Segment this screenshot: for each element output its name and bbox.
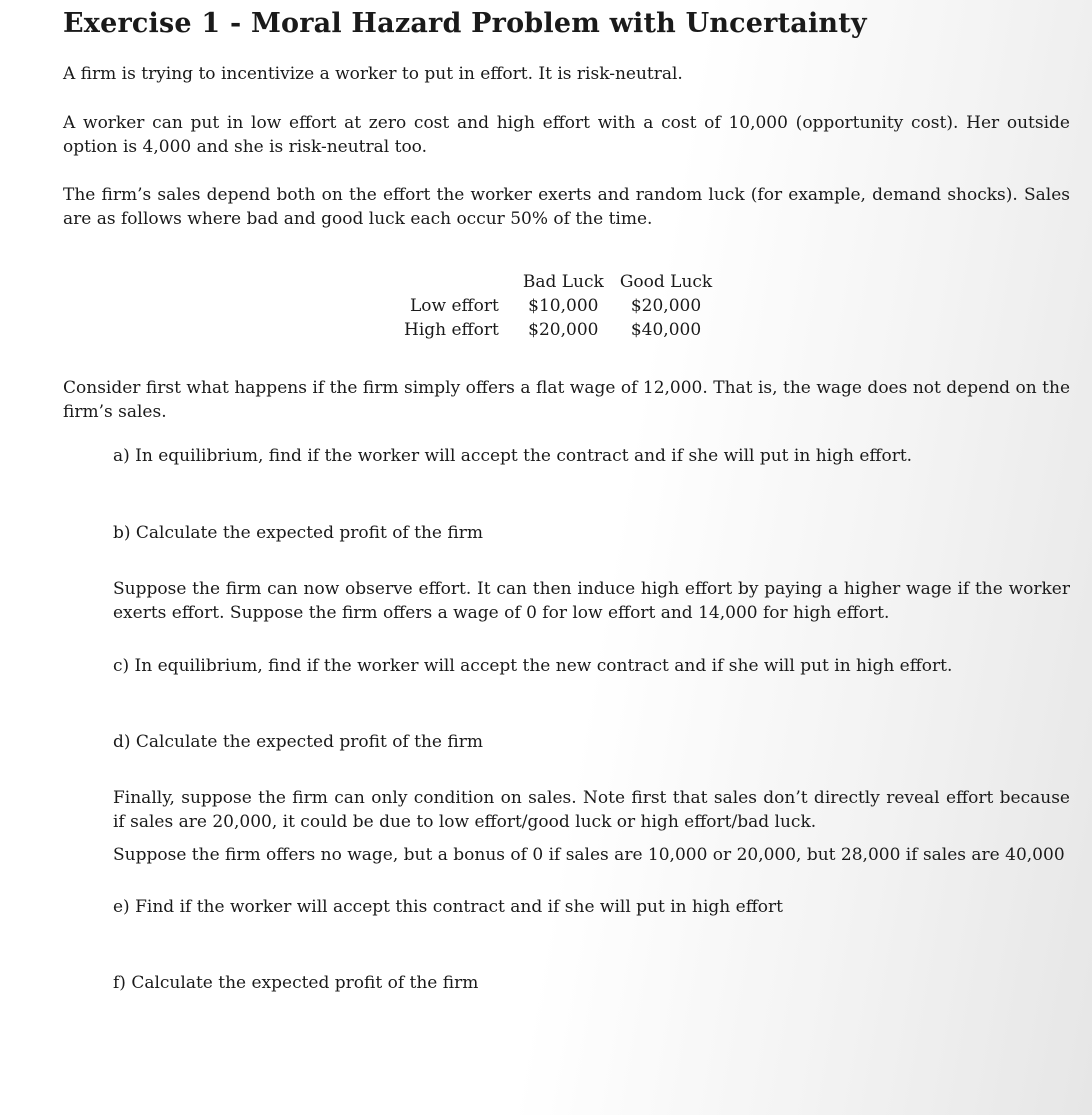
cell-low-good: $20,000 [630,296,702,316]
condition-on-sales-paragraph: Finally, suppose the firm can only condition on sales. Note first that sales don’t directly reveal effort because if sales are 20,000, it could be due to low effort/good luck or high effort/bad luck. [113,788,1070,832]
row-label-low-effort: Low effort [410,296,499,316]
bonus-contract-paragraph: Suppose the firm offers no wage, but a bonus of 0 if sales are 10,000 or 20,000, but 28,000 if sales are 40,000 [113,845,1065,865]
exercise-title: Exercise 1 - Moral Hazard Problem with Uncertainty [63,8,867,39]
flat-wage-paragraph: Consider first what happens if the firm simply offers a flat wage of 12,000. That is, the wage does not depend on the firm’s sales. [63,378,1070,422]
question-b: b) Calculate the expected profit of the firm [113,523,483,543]
question-e: e) Find if the worker will accept this contract and if she will put in high effort [113,897,783,917]
row-label-high-effort: High effort [404,320,499,340]
intro-paragraph-firm: A firm is trying to incentivize a worker to put in effort. It is risk-neutral. [63,64,683,84]
sales-table [396,270,720,342]
cell-low-bad: $10,000 [528,296,599,316]
observe-effort-paragraph: Suppose the firm can now observe effort. It can then induce high effort by paying a higher wage if the worker exerts effort. Suppose the firm offers a wage of 0 for low effort and 14,000 for high effort. [113,579,1070,623]
sales-table-row-high-effort [396,318,720,342]
sales-table-header-row [396,270,720,294]
question-c: c) In equilibrium, find if the worker will accept the new contract and if she will put in high effort. [113,656,953,676]
sales-table-header-bad-luck: Bad Luck [522,272,604,292]
question-a: a) In equilibrium, find if the worker will accept the contract and if she will put in high effort. [113,446,913,466]
intro-paragraph-sales: The firm’s sales depend both on the effort the worker exerts and random luck (for example, demand shocks). Sales are as follows where bad and good luck each occur 50% of the time. [63,185,1070,229]
cell-high-good: $40,000 [630,320,702,340]
question-f: f) Calculate the expected profit of the firm [113,973,479,993]
sales-table-corner [396,270,515,294]
sales-table-row-low-effort [396,294,720,318]
question-d: d) Calculate the expected profit of the firm [113,732,483,752]
cell-high-bad: $20,000 [528,320,599,340]
sales-table-header-good-luck: Good Luck [619,272,713,292]
intro-paragraph-worker: A worker can put in low effort at zero cost and high effort with a cost of 10,000 (opportunity cost). Her outside option is 4,000 and she is risk-neutral too. [63,113,1070,157]
